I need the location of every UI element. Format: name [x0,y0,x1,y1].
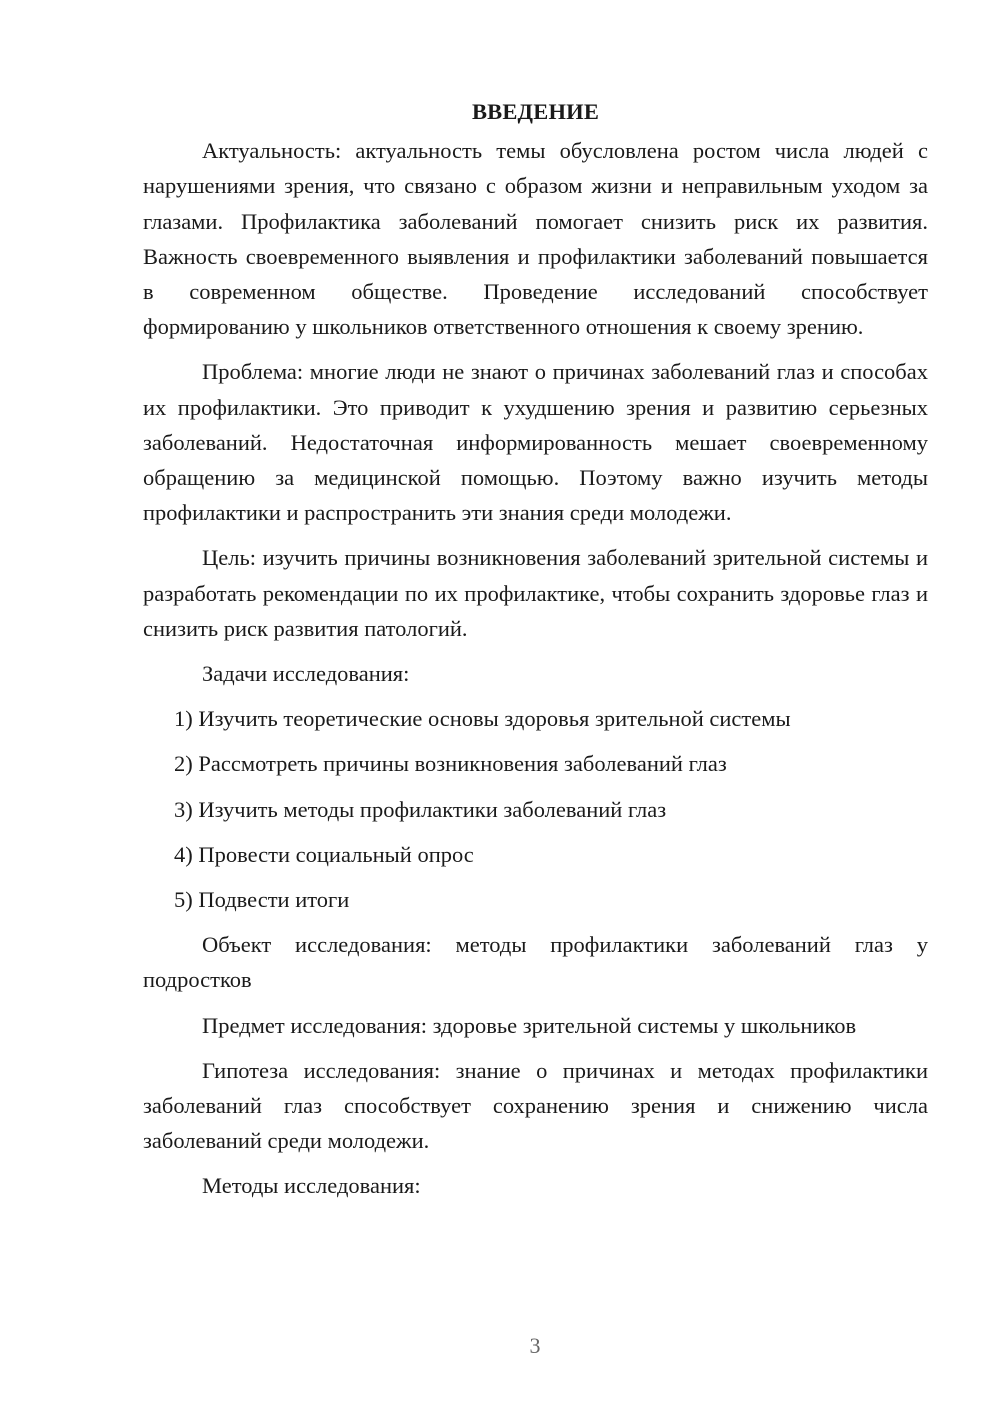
list-item: 1) Изучить теоретические основы здоровья зрительной системы [174,706,791,732]
goal-paragraph: Цель: изучить причины возникновения заболеваний зрительной системы и разработать рекомендации по их профилактике, чтобы сохранить здоровье глаз и снизить риск развития патологий. [143,545,928,641]
relevance-paragraph: Актуальность: актуальность темы обусловлена ростом числа людей с нарушениями зрения, что связано с образом жизни и неправильным уходом за глазами. Профилактика заболеваний помогает снизить риск их развития. Важность своевременного выявления и профилактики заболеваний повышается в современном обществе. Проведение исследований способствует формированию у школьников ответственного отношения к своему зрению. [143,138,928,340]
page-content [143,94,928,1214]
object-paragraph: Объект исследования: методы профилактики заболеваний глаз у подростков [143,932,928,993]
list-item: 3) Изучить методы профилактики заболеваний глаз [174,796,667,822]
tasks-list [143,701,928,917]
page-number: 3 [529,1333,541,1358]
list-item: 2) Рассмотреть причины возникновения заболеваний глаз [174,751,727,777]
subject-paragraph: Предмет исследования: здоровье зрительной системы у школьников [202,1012,857,1038]
hypothesis-paragraph: Гипотеза исследования: знание о причинах и методах профилактики заболеваний глаз способствует сохранению зрения и снижению числа заболеваний среди молодежи. [143,1057,928,1154]
methods-heading: Методы исследования: [202,1173,421,1199]
list-item: 4) Провести социальный опрос [174,841,474,867]
section-title: ВВЕДЕНИЕ [471,99,600,124]
problem-paragraph: Проблема: многие люди не знают о причинах заболеваний глаз и способах их профилактики. Это приводит к ухудшению зрения и развитию серьезных заболеваний. Недостаточная информированность мешает своевременному обращению за медицинской помощью. Поэтому важно изучить методы профилактики и распространить эти знания среди молодежи. [143,359,928,526]
tasks-heading: Задачи исследования: [202,661,410,687]
list-item: 5) Подвести итоги [174,887,350,913]
